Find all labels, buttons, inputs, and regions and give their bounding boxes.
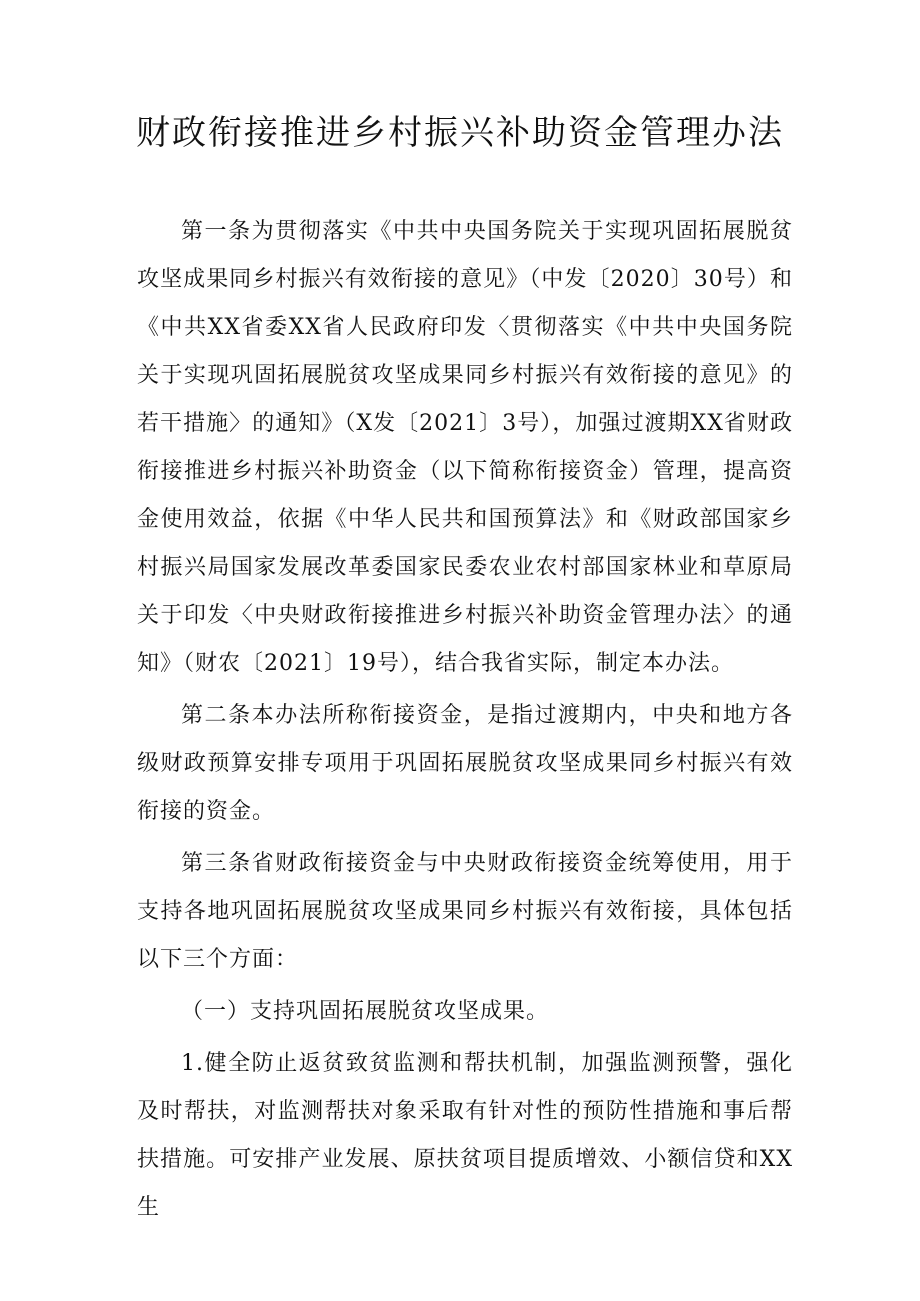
document-title: 财政衔接推进乡村振兴补助资金管理办法 (136, 113, 784, 153)
article-2-paragraph: 第二条本办法所称衔接资金，是指过渡期内，中央和地方各级财政预算安排专项用于巩固拓展脱贫攻坚成果同乡村振兴有效衔接的资金。 (137, 703, 793, 824)
section-1-heading: （一）支持巩固拓展脱贫攻坚成果。 (181, 999, 550, 1024)
item-1-paragraph: 1.健全防止返贫致贫监测和帮扶机制，加强监测预警，强化及时帮扶，对监测帮扶对象采取有针对性的预防性措施和事后帮扶措施。可安排产业发展、原扶贫项目提质增效、小额信贷和XX生 (137, 1051, 793, 1220)
document-body (137, 208, 793, 1232)
article-3-paragraph: 第三条省财政衔接资金与中央财政衔接资金统筹使用，用于支持各地巩固拓展脱贫攻坚成果同乡村振兴有效衔接，具体包括以下三个方面： (137, 851, 793, 972)
article-1-paragraph: 第一条为贯彻落实《中共中央国务院关于实现巩固拓展脱贫攻坚成果同乡村振兴有效衔接的意见》（中发〔2020〕30号）和《中共XX省委XX省人民政府印发〈贯彻落实《中共中央国务院关于实现巩固拓展脱贫攻坚成果同乡村振兴有效衔接的意见》的若干措施〉的通知》（X发〔2021〕3号），加强过渡期XX省财政衔接推进乡村振兴补助资金（以下简称衔接资金）管理，提高资金使用效益，依据《中华人民共和国预算法》和《财政部国家乡村振兴局国家发展改革委国家民委农业农村部国家林业和草原局关于印发〈中央财政衔接推进乡村振兴补助资金管理办法〉的通知》（财农〔2021〕19号），结合我省实际，制定本办法。 (137, 219, 793, 676)
